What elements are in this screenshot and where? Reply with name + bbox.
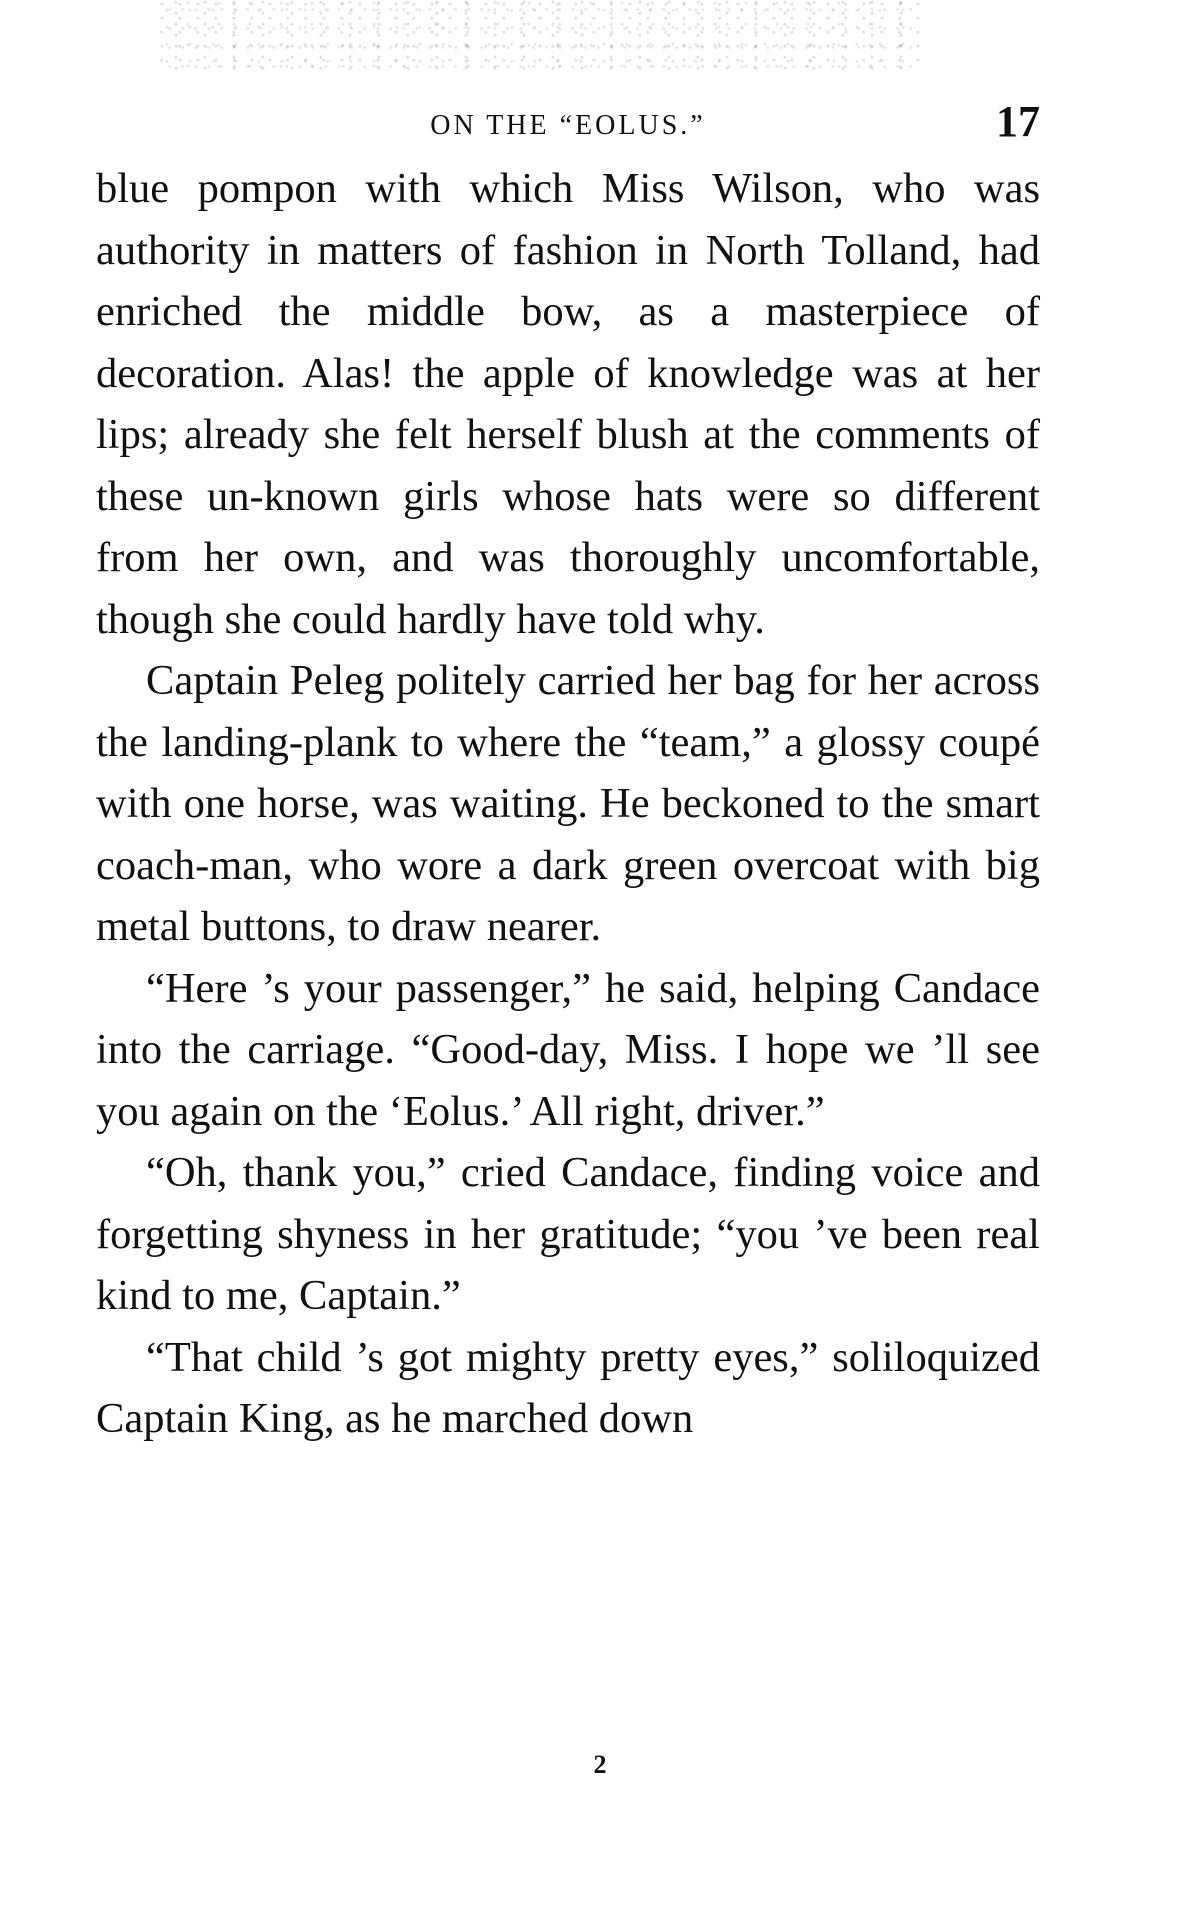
paragraph-3: “Here ’s your passenger,” he said, helping Candace into the carriage. “Good-day, Miss. I hope we ’ll see you again on the ‘Eolus.’ All right, driver.” (96, 964, 1040, 1135)
paragraph-2: Captain Peleg politely carried her bag for her across the landing-plank to where the “team,” a glossy coupé with one horse, was waiting. He beckoned to the smart coach-man, who wore a dark green overcoat with big metal buttons, to draw nearer. (96, 657, 1040, 950)
signature-mark: 2 (593, 1750, 607, 1779)
running-title: ON THE “EOLUS.” (430, 110, 706, 141)
page-number: 17 (996, 97, 1040, 146)
body-text (96, 158, 1040, 1450)
paragraph-5: “That child ’s got mighty pretty eyes,” soliloquized Captain King, as he marched down (96, 1333, 1040, 1442)
print-speckle (160, 0, 920, 70)
paragraph-4: “Oh, thank you,” cried Candace, finding voice and forgetting shyness in her gratitude; “you ’ve been real kind to me, Captain.” (96, 1149, 1040, 1319)
running-head (96, 96, 1040, 156)
paragraph-1: blue pompon with which Miss Wilson, who was authority in matters of fashion in North Tolland, had enriched the middle bow, as a masterpiece of decoration. Alas! the apple of knowledge was at her lips; already she felt herself blush at the comments of these un-known girls whose hats were so different from her own, and was thoroughly uncomfortable, though she could hardly have told why. (96, 165, 1040, 643)
